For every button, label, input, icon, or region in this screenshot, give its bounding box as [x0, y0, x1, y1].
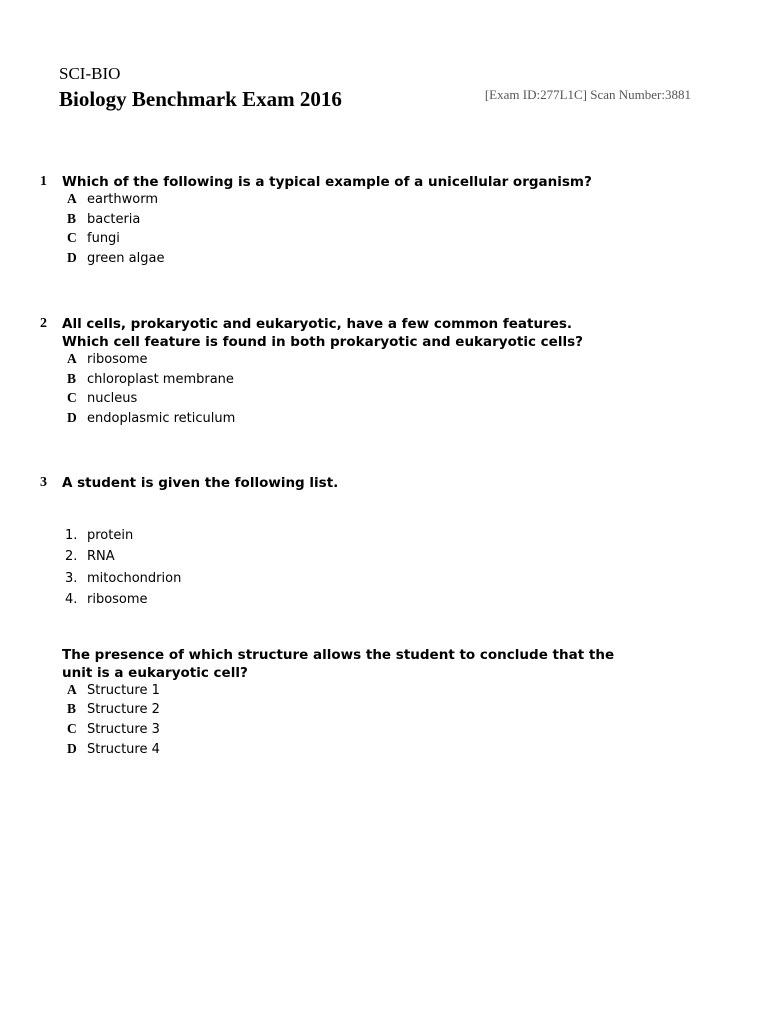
option-text: bacteria — [87, 211, 141, 227]
option-text: chloroplast membrane — [87, 371, 234, 387]
list-text: mitochondrion — [87, 570, 182, 586]
list-item — [65, 592, 640, 613]
exam-title: Biology Benchmark Exam 2016 — [59, 87, 342, 111]
option-letter: A — [67, 351, 77, 366]
option-text: ribosome — [87, 352, 148, 367]
option-text: nucleus — [87, 391, 138, 407]
option-text: endoplasmic reticulum — [87, 411, 236, 427]
option-letter: B — [67, 370, 77, 386]
question-number: 2 — [40, 316, 47, 331]
option-letter: A — [67, 681, 77, 697]
list-number: 3. — [65, 570, 78, 586]
option-b[interactable] — [67, 371, 640, 391]
question-3 — [40, 474, 640, 760]
option-c[interactable] — [67, 230, 640, 250]
option-letter: B — [67, 701, 77, 717]
exam-header — [59, 64, 699, 112]
option-d[interactable] — [67, 410, 640, 430]
list-text: ribosome — [87, 592, 148, 608]
option-d[interactable] — [67, 250, 640, 270]
question-text: All cells, prokaryotic and eukaryotic, have a few common features. Which cell feature is found in both prokaryotic and eukaryotic cells? — [62, 316, 583, 350]
answer-options — [40, 191, 640, 270]
question-text: A student is given the following list. — [62, 475, 339, 491]
option-text: Structure 4 — [87, 741, 160, 757]
option-text: Structure 2 — [87, 702, 160, 718]
option-a[interactable] — [67, 682, 640, 702]
list-item — [65, 549, 640, 570]
option-letter: C — [67, 390, 77, 406]
option-c[interactable] — [67, 390, 640, 410]
answer-options — [40, 351, 640, 430]
given-list — [65, 528, 640, 614]
list-item — [65, 528, 640, 549]
question-text: Which of the following is a typical example of a unicellular organism? — [62, 174, 592, 190]
list-number: 4. — [65, 592, 78, 608]
option-text: earthworm — [87, 192, 159, 207]
option-d[interactable] — [67, 741, 640, 761]
option-letter: C — [67, 720, 77, 736]
answer-options — [40, 682, 640, 761]
option-c[interactable] — [67, 721, 640, 741]
option-a[interactable] — [67, 191, 640, 211]
list-item — [65, 571, 640, 592]
option-letter: A — [67, 191, 77, 206]
question-2 — [40, 315, 640, 430]
option-a[interactable] — [67, 351, 640, 371]
question-number: 3 — [40, 475, 47, 490]
list-text: protein — [87, 528, 134, 543]
question-prompt: The presence of which structure allows the student to conclude that the unit is a eukaryotic cell? — [62, 646, 615, 681]
list-number: 2. — [65, 549, 78, 565]
option-text: green algae — [87, 251, 165, 267]
option-letter: D — [67, 250, 77, 266]
option-letter: D — [67, 740, 77, 756]
option-text: Structure 1 — [87, 682, 160, 698]
list-number: 1. — [65, 528, 78, 543]
option-letter: D — [67, 410, 77, 426]
option-b[interactable] — [67, 701, 640, 721]
question-1 — [40, 173, 640, 270]
option-text: fungi — [87, 231, 120, 247]
option-b[interactable] — [67, 211, 640, 231]
exam-id: [Exam ID:277L1C] Scan Number:3881 — [484, 87, 691, 102]
option-letter: B — [67, 210, 77, 226]
question-number: 1 — [40, 174, 47, 189]
option-letter: C — [67, 230, 77, 246]
subject-code: SCI-BIO — [59, 64, 121, 83]
list-text: RNA — [87, 549, 115, 565]
option-text: Structure 3 — [87, 721, 160, 737]
